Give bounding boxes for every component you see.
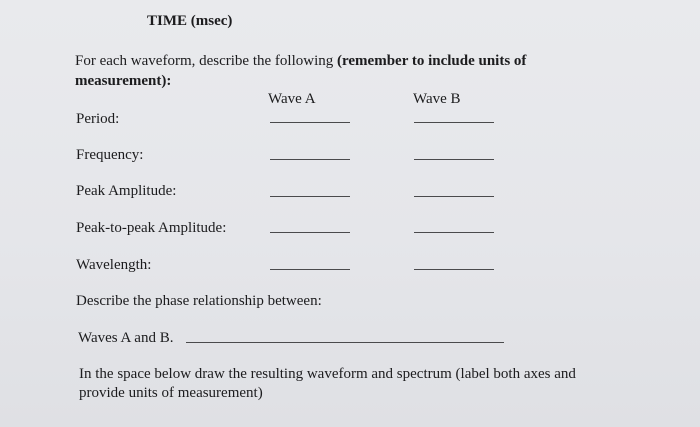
answer-line-wavelength-wave-b[interactable] bbox=[414, 269, 494, 270]
answer-line-phase-relationship[interactable] bbox=[186, 342, 504, 343]
answer-line-frequency-wave-b[interactable] bbox=[414, 159, 494, 160]
answer-line-peak-to-peak-wave-b[interactable] bbox=[414, 232, 494, 233]
drawing-instruction: In the space below draw the resulting waveform and spectrum (label both axes and provide units of measurement) bbox=[79, 366, 576, 401]
phase-prompt: Describe the phase relationship between: bbox=[76, 293, 322, 309]
instructions bbox=[75, 51, 595, 91]
answer-line-peak-amplitude-wave-a[interactable] bbox=[270, 196, 350, 197]
instructions-text: For each waveform, describe the following bbox=[75, 53, 337, 69]
row-label-peak-amplitude: Peak Amplitude: bbox=[76, 183, 177, 199]
column-header-wave-a: Wave A bbox=[268, 91, 316, 107]
page-title: TIME (msec) bbox=[147, 13, 233, 29]
row-label-wavelength: Wavelength: bbox=[76, 257, 152, 273]
row-label-frequency: Frequency: bbox=[76, 147, 144, 163]
answer-line-peak-to-peak-wave-a[interactable] bbox=[270, 232, 350, 233]
answer-line-period-wave-b[interactable] bbox=[414, 122, 494, 123]
answer-line-peak-amplitude-wave-b[interactable] bbox=[414, 196, 494, 197]
instructions-bold: (remember to include units of measurement): bbox=[75, 53, 527, 89]
phase-label: Waves A and B. bbox=[78, 330, 174, 346]
column-header-wave-b: Wave B bbox=[413, 91, 461, 107]
row-label-peak-to-peak-amplitude: Peak-to-peak Amplitude: bbox=[76, 220, 227, 236]
answer-line-wavelength-wave-a[interactable] bbox=[270, 269, 350, 270]
row-label-period: Period: bbox=[76, 111, 120, 127]
answer-line-period-wave-a[interactable] bbox=[270, 122, 350, 123]
answer-line-frequency-wave-a[interactable] bbox=[270, 159, 350, 160]
